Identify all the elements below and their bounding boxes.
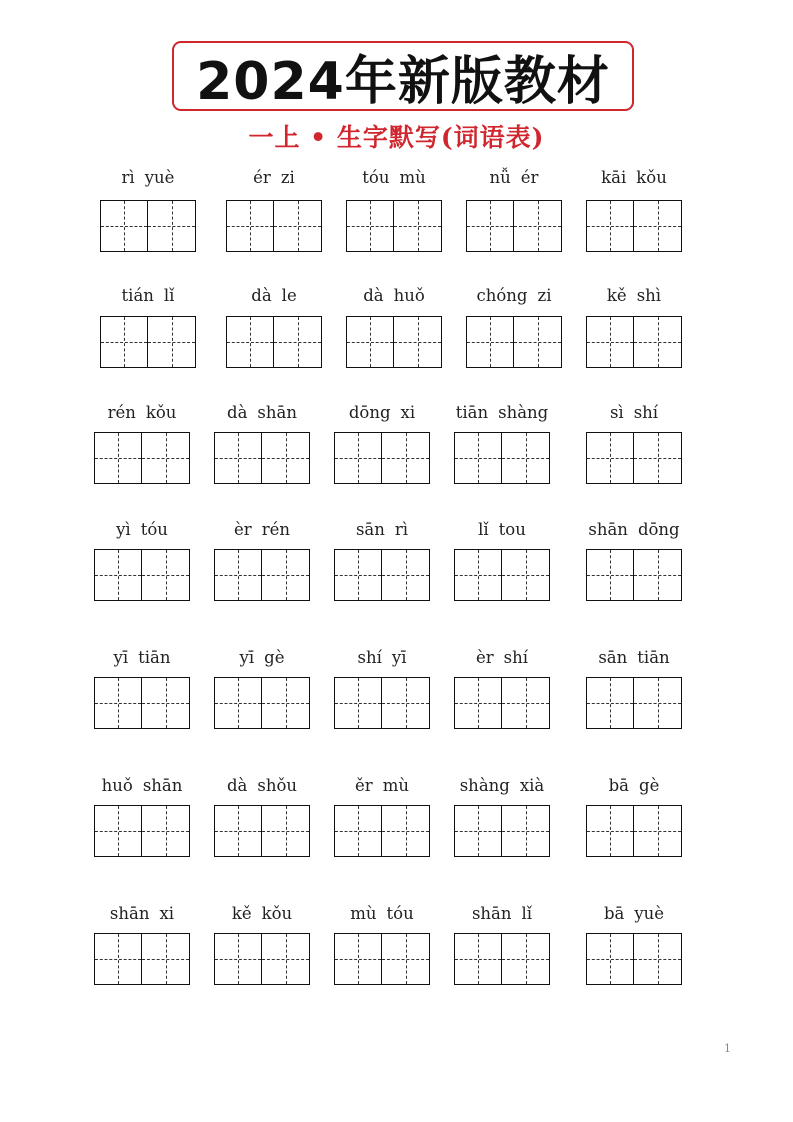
pinyin-syllable: dà [363, 286, 384, 305]
tianzige-box[interactable] [382, 933, 430, 985]
tianzige-box[interactable] [262, 677, 310, 729]
pinyin-label [322, 648, 442, 670]
tianzige-box[interactable] [586, 549, 634, 601]
pinyin-label [82, 904, 202, 926]
pinyin-label [88, 168, 208, 190]
writing-boxes [586, 432, 682, 484]
pinyin-syllable: dà [227, 403, 248, 422]
writing-boxes [586, 805, 682, 857]
writing-boxes [454, 933, 550, 985]
writing-boxes [214, 805, 310, 857]
pinyin-label [574, 403, 694, 425]
pinyin-label [82, 520, 202, 542]
tianzige-box[interactable] [382, 805, 430, 857]
writing-boxes [586, 933, 682, 985]
tianzige-box[interactable] [94, 933, 142, 985]
tianzige-box[interactable] [454, 933, 502, 985]
tianzige-box[interactable] [634, 933, 682, 985]
writing-boxes [334, 549, 430, 601]
writing-boxes [586, 549, 682, 601]
word-cell [322, 904, 442, 1004]
tianzige-box[interactable] [262, 549, 310, 601]
pinyin-label [442, 904, 562, 926]
tianzige-box[interactable] [334, 805, 382, 857]
pinyin-syllable: yuè [634, 904, 665, 923]
tianzige-box[interactable] [634, 316, 682, 368]
tianzige-box[interactable] [214, 677, 262, 729]
writing-boxes [334, 933, 430, 985]
word-cell [322, 776, 442, 876]
pinyin-syllable: mù [382, 776, 409, 795]
pinyin-label [442, 776, 562, 798]
writing-boxes [586, 677, 682, 729]
tianzige-box[interactable] [142, 549, 190, 601]
tianzige-box[interactable] [454, 805, 502, 857]
word-cell [82, 648, 202, 748]
pinyin-syllable: èr [475, 648, 494, 667]
pinyin-syllable: shān [142, 776, 183, 795]
tianzige-box[interactable] [502, 933, 550, 985]
tianzige-box[interactable] [586, 933, 634, 985]
tianzige-box[interactable] [334, 933, 382, 985]
pinyin-label [574, 776, 694, 798]
word-cell [82, 520, 202, 620]
pinyin-syllable: sì [609, 403, 624, 422]
word-cell [442, 904, 562, 1004]
pinyin-label [574, 520, 694, 542]
word-cell [442, 776, 562, 876]
tianzige-box[interactable] [586, 432, 634, 484]
writing-boxes [94, 805, 190, 857]
page-number: 1 [724, 1042, 731, 1055]
tianzige-box[interactable] [454, 677, 502, 729]
page-subtitle: 一上 • 生字默写(词语表) [248, 123, 545, 152]
pinyin-syllable: tiān [637, 648, 670, 667]
pinyin-label [322, 776, 442, 798]
word-cell [574, 286, 694, 386]
tianzige-box[interactable] [454, 549, 502, 601]
pinyin-syllable: xi [159, 904, 175, 923]
pinyin-syllable: rì [394, 520, 409, 539]
pinyin-syllable: èr [234, 520, 252, 539]
pinyin-syllable: shǒu [257, 776, 298, 795]
tianzige-box[interactable] [94, 805, 142, 857]
word-cell [574, 520, 694, 620]
tianzige-box[interactable] [334, 549, 382, 601]
pinyin-label [442, 648, 562, 670]
pinyin-syllable: yī [391, 648, 407, 667]
tianzige-box[interactable] [634, 805, 682, 857]
pinyin-syllable: nǚ [489, 168, 511, 187]
writing-boxes [586, 200, 682, 252]
word-cell [202, 520, 322, 620]
tianzige-box[interactable] [100, 200, 148, 252]
pinyin-syllable: yì [116, 520, 131, 539]
pinyin-syllable: tou [498, 520, 526, 539]
pinyin-label [88, 286, 208, 308]
writing-boxes [214, 432, 310, 484]
word-cell [88, 168, 208, 268]
pinyin-syllable: gè [639, 776, 660, 795]
word-cell [454, 168, 574, 268]
pinyin-syllable: shān [588, 520, 628, 539]
pinyin-syllable: tián [121, 286, 154, 305]
pinyin-label [202, 776, 322, 798]
tianzige-box[interactable] [262, 805, 310, 857]
pinyin-syllable: tiān [138, 648, 171, 667]
writing-boxes [334, 677, 430, 729]
pinyin-label [202, 904, 322, 926]
tianzige-box[interactable] [634, 677, 682, 729]
tianzige-box[interactable] [382, 549, 430, 601]
tianzige-box[interactable] [262, 432, 310, 484]
pinyin-syllable: lǐ [521, 904, 533, 923]
pinyin-label [442, 520, 562, 542]
tianzige-box[interactable] [142, 805, 190, 857]
pinyin-syllable: kě [606, 286, 627, 305]
word-cell [574, 904, 694, 1004]
tianzige-box[interactable] [634, 549, 682, 601]
tianzige-box[interactable] [466, 316, 514, 368]
pinyin-label [202, 648, 322, 670]
tianzige-box[interactable] [586, 677, 634, 729]
tianzige-box[interactable] [274, 200, 322, 252]
pinyin-label [202, 520, 322, 542]
pinyin-label [334, 286, 454, 308]
pinyin-syllable: gè [264, 648, 285, 667]
pinyin-syllable: shān [109, 904, 150, 923]
tianzige-box[interactable] [142, 432, 190, 484]
pinyin-syllable: rén [107, 403, 136, 422]
pinyin-syllable: kāi [601, 168, 627, 187]
writing-boxes [94, 432, 190, 484]
tianzige-box[interactable] [454, 432, 502, 484]
tianzige-box[interactable] [586, 200, 634, 252]
tianzige-box[interactable] [346, 200, 394, 252]
writing-boxes [226, 200, 322, 252]
pinyin-syllable: lǐ [163, 286, 175, 305]
pinyin-syllable: yuè [144, 168, 175, 187]
pinyin-syllable: bā [608, 776, 630, 795]
word-cell [454, 286, 574, 386]
tianzige-box[interactable] [586, 316, 634, 368]
pinyin-syllable: sān [355, 520, 385, 539]
word-cell [574, 776, 694, 876]
tianzige-box[interactable] [226, 316, 274, 368]
pinyin-syllable: shān [257, 403, 297, 422]
writing-boxes [334, 432, 430, 484]
pinyin-syllable: kǒu [145, 403, 177, 422]
pinyin-syllable: sān [598, 648, 628, 667]
pinyin-syllable: ér [520, 168, 539, 187]
pinyin-label [574, 286, 694, 308]
pinyin-syllable: dōng [637, 520, 680, 539]
pinyin-syllable: dà [251, 286, 272, 305]
tianzige-box[interactable] [274, 316, 322, 368]
tianzige-box[interactable] [214, 805, 262, 857]
tianzige-box[interactable] [466, 200, 514, 252]
pinyin-syllable: chóng [476, 286, 528, 305]
pinyin-syllable: xi [400, 403, 416, 422]
pinyin-syllable: rén [261, 520, 290, 539]
tianzige-box[interactable] [394, 200, 442, 252]
writing-boxes [226, 316, 322, 368]
writing-boxes [454, 677, 550, 729]
title-box [172, 41, 634, 111]
tianzige-box[interactable] [514, 200, 562, 252]
word-cell [202, 904, 322, 1004]
word-cell [442, 520, 562, 620]
pinyin-syllable: shí [633, 403, 659, 422]
word-cell [202, 648, 322, 748]
word-cell [322, 520, 442, 620]
tianzige-box[interactable] [502, 432, 550, 484]
pinyin-label [574, 904, 694, 926]
writing-boxes [214, 677, 310, 729]
pinyin-syllable: lǐ [478, 520, 489, 539]
tianzige-box[interactable] [502, 677, 550, 729]
pinyin-syllable: rì [121, 168, 135, 187]
word-cell [214, 286, 334, 386]
pinyin-syllable: dōng [348, 403, 391, 422]
word-cell [334, 286, 454, 386]
tianzige-box[interactable] [214, 432, 262, 484]
tianzige-box[interactable] [100, 316, 148, 368]
word-cell [574, 648, 694, 748]
pinyin-syllable: shí [503, 648, 529, 667]
tianzige-box[interactable] [214, 933, 262, 985]
pinyin-syllable: kǒu [636, 168, 667, 187]
tianzige-box[interactable] [346, 316, 394, 368]
pinyin-syllable: dà [226, 776, 248, 795]
word-cell [82, 776, 202, 876]
writing-boxes [214, 933, 310, 985]
tianzige-box[interactable] [514, 316, 562, 368]
pinyin-syllable: tóu [362, 168, 390, 187]
word-cell [202, 403, 322, 503]
writing-boxes [94, 677, 190, 729]
pinyin-label [442, 403, 562, 425]
writing-boxes [466, 200, 562, 252]
tianzige-box[interactable] [262, 933, 310, 985]
tianzige-box[interactable] [382, 432, 430, 484]
writing-boxes [346, 200, 442, 252]
pinyin-syllable: mù [399, 168, 426, 187]
pinyin-syllable: yī [239, 648, 255, 667]
tianzige-box[interactable] [502, 805, 550, 857]
pinyin-label [214, 168, 334, 190]
pinyin-syllable: xià [519, 776, 545, 795]
word-cell [334, 168, 454, 268]
word-cell [214, 168, 334, 268]
tianzige-box[interactable] [142, 677, 190, 729]
word-cell [442, 648, 562, 748]
pinyin-syllable: shí [357, 648, 382, 667]
tianzige-box[interactable] [142, 933, 190, 985]
pinyin-label [574, 648, 694, 670]
tianzige-box[interactable] [148, 316, 196, 368]
word-cell [82, 403, 202, 503]
writing-boxes [214, 549, 310, 601]
word-cell [574, 168, 694, 268]
tianzige-box[interactable] [226, 200, 274, 252]
pinyin-syllable: kǒu [261, 904, 293, 923]
pinyin-syllable: shàng [459, 776, 510, 795]
pinyin-syllable: shàng [498, 403, 549, 422]
pinyin-syllable: le [281, 286, 297, 305]
pinyin-label [82, 776, 202, 798]
tianzige-box[interactable] [94, 549, 142, 601]
pinyin-label [322, 904, 442, 926]
tianzige-box[interactable] [382, 677, 430, 729]
tianzige-box[interactable] [394, 316, 442, 368]
pinyin-label [454, 286, 574, 308]
pinyin-syllable: mù [350, 904, 377, 923]
page-title: 2024年新版教材 [196, 51, 610, 112]
pinyin-syllable: tóu [386, 904, 414, 923]
writing-boxes [586, 316, 682, 368]
writing-boxes [466, 316, 562, 368]
pinyin-label [334, 168, 454, 190]
writing-boxes [334, 805, 430, 857]
word-cell [442, 403, 562, 503]
pinyin-syllable: ér [253, 168, 271, 187]
writing-boxes [100, 200, 196, 252]
writing-boxes [94, 933, 190, 985]
tianzige-box[interactable] [634, 200, 682, 252]
tianzige-box[interactable] [148, 200, 196, 252]
word-cell [322, 403, 442, 503]
pinyin-label [82, 403, 202, 425]
tianzige-box[interactable] [502, 549, 550, 601]
pinyin-syllable: kě [231, 904, 252, 923]
pinyin-syllable: zi [537, 286, 552, 305]
pinyin-syllable: tiān [455, 403, 489, 422]
word-cell [88, 286, 208, 386]
writing-boxes [454, 549, 550, 601]
writing-boxes [100, 316, 196, 368]
pinyin-label [454, 168, 574, 190]
writing-boxes [454, 805, 550, 857]
pinyin-syllable: huǒ [393, 286, 425, 305]
pinyin-label [574, 168, 694, 190]
word-cell [574, 403, 694, 503]
word-cell [82, 904, 202, 1004]
pinyin-label [82, 648, 202, 670]
tianzige-box[interactable] [634, 432, 682, 484]
pinyin-syllable: shì [636, 286, 662, 305]
tianzige-box[interactable] [94, 432, 142, 484]
pinyin-syllable: zi [280, 168, 295, 187]
word-cell [202, 776, 322, 876]
pinyin-label [322, 403, 442, 425]
writing-boxes [94, 549, 190, 601]
writing-boxes [346, 316, 442, 368]
writing-boxes [454, 432, 550, 484]
tianzige-box[interactable] [334, 432, 382, 484]
pinyin-syllable: tóu [140, 520, 168, 539]
pinyin-label [322, 520, 442, 542]
pinyin-syllable: yī [113, 648, 129, 667]
pinyin-label [214, 286, 334, 308]
pinyin-syllable: shān [471, 904, 512, 923]
pinyin-syllable: bā [603, 904, 625, 923]
tianzige-box[interactable] [94, 677, 142, 729]
pinyin-syllable: ěr [355, 776, 373, 795]
tianzige-box[interactable] [334, 677, 382, 729]
word-cell [322, 648, 442, 748]
tianzige-box[interactable] [586, 805, 634, 857]
pinyin-syllable: huǒ [101, 776, 133, 795]
tianzige-box[interactable] [214, 549, 262, 601]
pinyin-label [202, 403, 322, 425]
